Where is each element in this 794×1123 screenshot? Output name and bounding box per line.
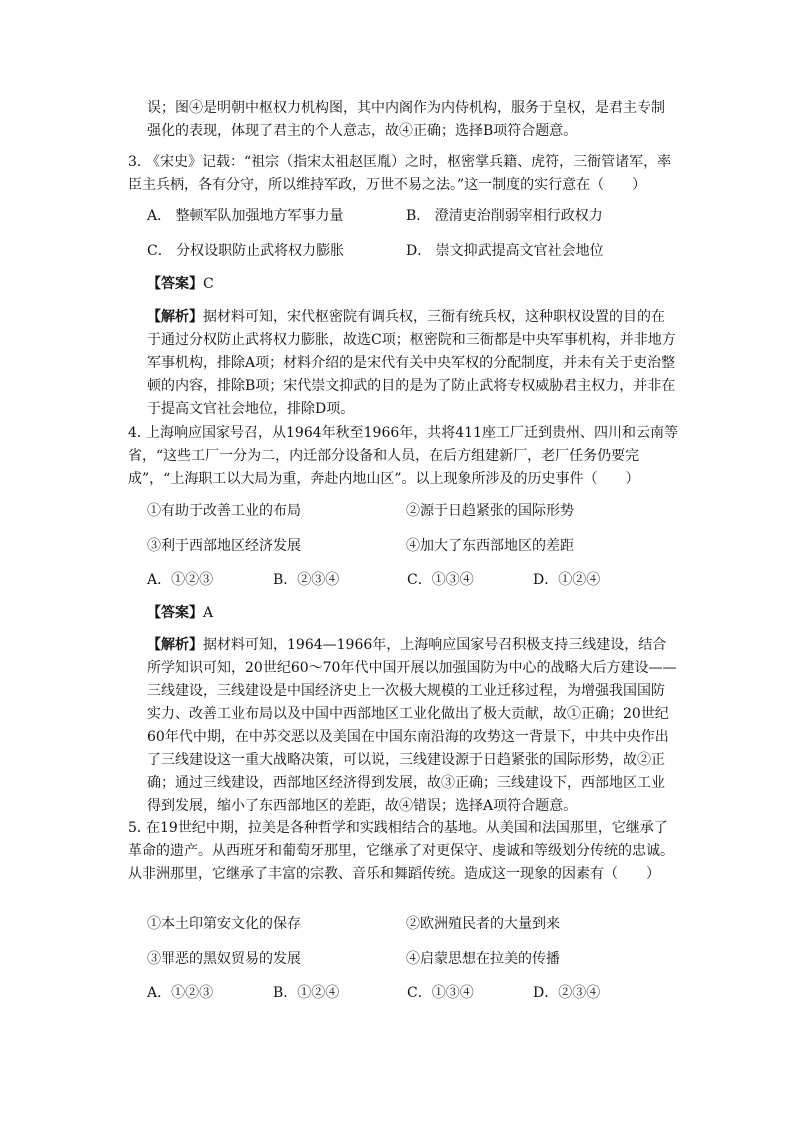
statement-3: ③罪恶的黑奴贸易的发展 bbox=[147, 951, 301, 967]
question-stem-text: 在19世纪中期，拉美是各种哲学和实践相结合的基地。从美国和法国那里，它继承了革命的遗产。从西班牙和葡萄牙那里，它继承了对更保守、虔诚和等级划分传统的忠诚。从非洲那里，它继承了丰富的宗教、音乐和舞蹈传统。造成这一现象的因素有（ ） bbox=[128, 820, 674, 882]
option-b: B． 澄清吏治削弱宰相行政权力 bbox=[406, 208, 603, 224]
question-3-options-row-1 bbox=[147, 205, 707, 227]
analysis-text: 据材料可知，1964—1966年，上海响应国家号召积极支持三线建设，结合所学知识可知，20世纪60～70年代中国开展以加强国防为中心的战略大后方建设——三线建设，三线建设是中国经济史上一次极大规模的工业迁移过程，为增强我国国防实力、改善工业布局以及中国中西部地区工业化做出了极大贡献，故①正确；20世纪60年代中期，在中苏交恶以及美国在中国东南沿海的攻势这一背景下，中共中央作出了三线建设这一重大战略决策，可以说，三线建设源于日趋紧张的国际形势，故②正确；通过三线建设，西部地区经济得到发展，故③正确；三线建设下，西部地区工业得到发展，缩小了东西部地区的差距，故④错误；选择A项符合题意。 bbox=[147, 637, 677, 814]
statement-4: ④启蒙思想在拉美的传播 bbox=[406, 951, 560, 967]
intro-paragraph: 误；图④是明朝中枢权力机构图，其中内阁作为内侍机构，服务于皇权，是君主专制强化的表现，体现了君主的个人意志，故④正确；选择B项符合题意。 bbox=[147, 100, 665, 139]
analysis-tag: 【解析】 bbox=[147, 637, 203, 653]
option-a: A．①②③ bbox=[147, 572, 214, 588]
question-stem-text: 上海响应国家号召，从1964年秋至1966年，共将411座工厂迁到贵州、四川和云南等省，“这些工厂一分为二，内迁部分设备和人员，在后方组建新厂，老厂任务仍要完成”，“上海职工以大局为重，奔赴内地山区”。以上现象所涉及的历史事件（ ） bbox=[128, 425, 678, 487]
option-c: C．①③④ bbox=[407, 572, 474, 588]
option-b: B．①②④ bbox=[273, 985, 340, 1001]
statement-2: ②源于日趋紧张的国际形势 bbox=[406, 503, 574, 519]
option-a: A． 整顿军队加强地方军事力量 bbox=[147, 208, 344, 224]
question-5-statements-row-1 bbox=[147, 913, 707, 935]
question-number: 4． bbox=[128, 425, 151, 441]
analysis-tag: 【解析】 bbox=[147, 309, 203, 325]
option-d: D． 崇文抑武提高文官社会地位 bbox=[406, 243, 604, 259]
statement-4: ④加大了东西部地区的差距 bbox=[406, 538, 574, 554]
question-5-statements-row-2 bbox=[147, 948, 707, 970]
option-b: B．②③④ bbox=[273, 572, 340, 588]
question-3-analysis bbox=[147, 306, 677, 421]
option-c: C． 分权设职防止武将权力膨胀 bbox=[147, 243, 345, 259]
option-d: D．①②④ bbox=[533, 572, 601, 588]
statement-2: ②欧洲殖民者的大量到来 bbox=[406, 916, 560, 932]
question-stem-text: 《宋史》记载：“祖宗（指宋太祖赵匡胤）之时，枢密掌兵籍、虎符，三衙管诸军，率臣主兵柄，各有分守，所以维持军政，万世不易之法。”这一制度的实行意在（ ） bbox=[128, 154, 672, 193]
answer-tag: 【答案】 bbox=[147, 605, 203, 621]
option-d: D．②③④ bbox=[533, 985, 601, 1001]
question-number: 5． bbox=[128, 820, 151, 836]
question-5-options bbox=[147, 982, 707, 1004]
answer-value: A bbox=[203, 605, 214, 621]
question-4-statements-row-1 bbox=[147, 500, 707, 522]
statement-3: ③利于西部地区经济发展 bbox=[147, 538, 301, 554]
answer-value: C bbox=[203, 276, 214, 292]
question-4-stem bbox=[128, 422, 680, 491]
option-c: C．①③④ bbox=[407, 985, 474, 1001]
question-4-options bbox=[147, 569, 707, 591]
statement-1: ①有助于改善工业的布局 bbox=[147, 503, 301, 519]
question-3-options-row-2 bbox=[147, 240, 707, 262]
statement-1: ①本土印第安文化的保存 bbox=[147, 916, 301, 932]
question-5-stem bbox=[128, 817, 680, 886]
analysis-text: 据材料可知，宋代枢密院有调兵权，三衙有统兵权，这种职权设置的目的在于通过分权防止武将权力膨胀，故选C项；枢密院和三衙都是中央军事机构，并非地方军事机构，排除A项；材料介绍的是宋代有关中央军权的分配制度，并未有关于吏治整顿的内容，排除B项；宋代崇文抑武的目的是为了防止武将专权威胁君主权力，并非在于提高文官社会地位，排除D项。 bbox=[147, 309, 676, 417]
answer-tag: 【答案】 bbox=[147, 276, 203, 292]
question-3-answer bbox=[147, 273, 707, 295]
question-3-stem bbox=[128, 151, 680, 197]
question-4-statements-row-2 bbox=[147, 535, 707, 557]
question-4-analysis bbox=[147, 634, 677, 818]
option-a: A．①②③ bbox=[147, 985, 214, 1001]
question-4-answer bbox=[147, 602, 707, 624]
question-number: 3． bbox=[128, 154, 151, 170]
